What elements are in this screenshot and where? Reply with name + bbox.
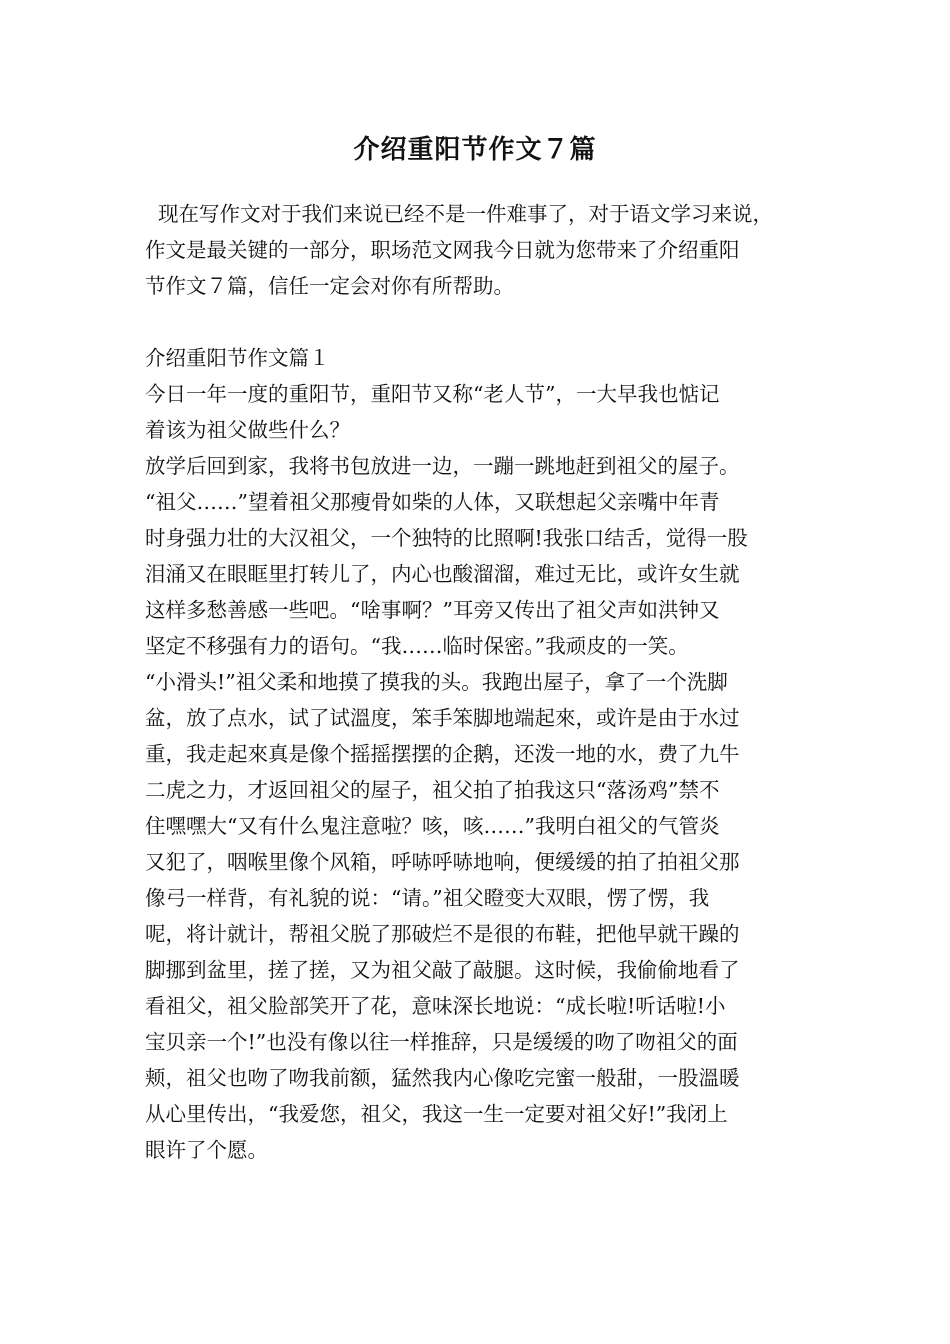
text-line: 着该为祖父做些什么？: [145, 418, 350, 442]
section-heading: 介绍重阳节作文篇１: [145, 346, 330, 370]
text-line: 重，我走起來真是像个摇摇摆摆的企鹅，还泼一地的水，费了九牛: [145, 742, 740, 766]
text-line: 看祖父，祖父脸部笑开了花，意味深长地说：“成长啦!听话啦!小: [145, 994, 726, 1018]
intro-paragraph: [145, 196, 835, 304]
text-line: 从心里传出，“我爱您，祖父，我这一生一定要对祖父好!”我闭上: [145, 1102, 728, 1126]
text-line: 这样多愁善感一些吧。“啥事啊？”耳旁又传出了祖父声如洪钟又: [145, 598, 720, 622]
text-line: 呢，将计就计，帮祖父脱了那破烂不是很的布鞋，把他早就干躁的: [145, 922, 740, 946]
text-line: 又犯了，咽喉里像个风箱，呼哧呼哧地响，便缓缓的拍了拍祖父那: [145, 850, 740, 874]
intro-line: 作文是最关键的一部分，职场范文网我今日就为您带来了介绍重阳: [145, 238, 740, 262]
text-line: 今日一年一度的重阳节，重阳节又称“老人节”，一大早我也惦记: [145, 382, 720, 406]
text-line: 放学后回到家，我将书包放进一边，一蹦一跳地赶到祖父的屋子。: [145, 454, 740, 478]
document-body: [145, 196, 835, 1168]
text-line: 眼许了个愿。: [145, 1138, 268, 1162]
document-title: 介绍重阳节作文７篇: [353, 135, 597, 165]
intro-line: 节作文７篇，信任一定会对你有所帮助。: [145, 274, 514, 298]
text-line: 时身强力壮的大汉祖父，一个独特的比照啊!我张口结舌，觉得一股: [145, 526, 748, 550]
text-line: 脚挪到盆里，搓了搓，又为祖父敲了敲腿。这时候，我偷偷地看了: [145, 958, 740, 982]
text-line: “祖父……”望着祖父那瘦骨如柴的人体，又联想起父亲嘴中年青: [145, 490, 720, 514]
text-line: 宝贝亲一个!”也没有像以往一样推辞，只是缓缓的吻了吻祖父的面: [145, 1030, 738, 1054]
paragraph-spacer: [145, 304, 835, 340]
text-line: 泪涌又在眼眶里打转儿了，内心也酸溜溜，难过无比，或许女生就: [145, 562, 740, 586]
text-line: 坚定不移强有力的语句。“我……临时保密。”我顽皮的一笑。: [145, 634, 689, 658]
text-line: 盆，放了点水，试了试溫度，笨手笨脚地端起來，或许是由于水过: [145, 706, 740, 730]
text-line: 住嘿嘿大“又有什么鬼注意啦？咳，咳……”我明白祖父的气管炎: [145, 814, 720, 838]
text-line: 二虎之力，才返回祖父的屋子，祖父拍了拍我这只“落汤鸡”禁不: [145, 778, 720, 802]
intro-line: 现在写作文对于我们来说已经不是一件难事了，对于语文学习来说，: [145, 202, 774, 226]
text-line: “小滑头!”祖父柔和地摸了摸我的头。我跑出屋子，拿了一个洗脚: [145, 670, 728, 694]
text-line: 颊，祖父也吻了吻我前额，猛然我内心像吃完蜜一般甜，一股溫暖: [145, 1066, 740, 1090]
section-paragraph: [145, 376, 835, 1168]
text-line: 像弓一样背，有礼貌的说：“请。”祖父瞪变大双眼，愣了愣，我: [145, 886, 710, 910]
